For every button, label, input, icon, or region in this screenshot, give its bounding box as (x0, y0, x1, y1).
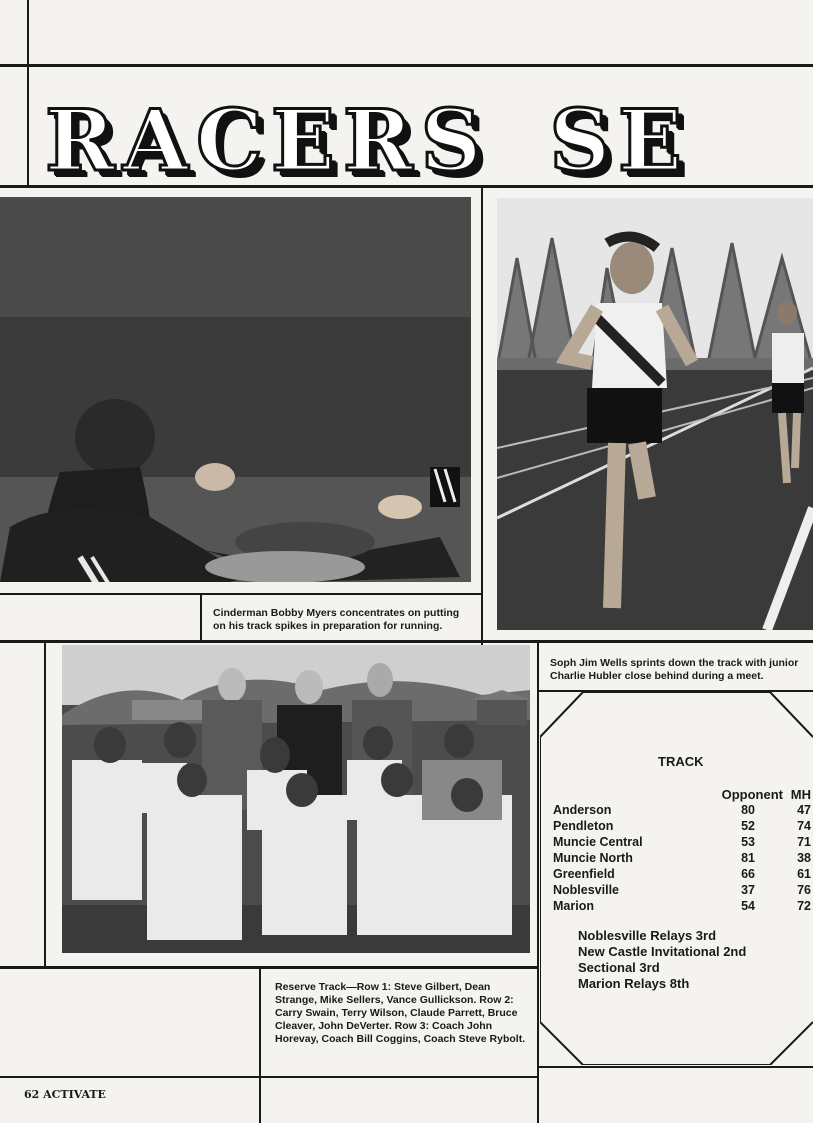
list-item: Noblesville Relays 3rd (578, 928, 717, 943)
track-results-box (540, 692, 813, 1065)
left-caption-left-rule (200, 593, 202, 641)
headline-word-racers: RACERS (45, 91, 490, 190)
team-left-rule (44, 640, 46, 967)
mid-divider-rule (481, 185, 483, 645)
meet-results-list (578, 928, 746, 992)
team-group-photo (62, 645, 530, 953)
results-table (553, 787, 813, 915)
bottom-horizontal-rule (0, 1076, 539, 1078)
headline-word-se: SE (549, 91, 691, 190)
table-row: Muncie North 81 38 (553, 851, 811, 865)
caption-sprinter: Soph Jim Wells sprints down the track with junior Charlie Hubler close behind during a meet. (550, 657, 799, 682)
table-row: Muncie Central 53 71 (553, 835, 811, 849)
top-horizontal-rule (0, 64, 813, 67)
bottom-right-rule (537, 1066, 813, 1068)
runner-on-track-photo (497, 198, 813, 630)
page-footer: 62 ACTIVATE (24, 1088, 106, 1101)
results-header-row (553, 787, 813, 803)
team-right-rule (537, 640, 539, 1123)
track-title: TRACK (658, 754, 704, 769)
header-opponent: Opponent (721, 787, 783, 802)
table-row: Marion 54 72 (553, 899, 811, 913)
left-caption-top-rule (0, 593, 481, 595)
athlete-tying-shoes-photo (0, 197, 471, 582)
team-bottom-rule (0, 966, 539, 969)
headline-left-rule (27, 64, 29, 186)
caption-reserve-track: Reserve Track—Row 1: Steve Gilbert, Dean Strange, Mike Sellers, Vance Gullickson. Row 2: Carry Swain, Terry Wilson, Claude Parrett, Bruce Cleaver, John DeVerter. Row 3: Coach John Horevay, Coach Bill Coggins, Coach Steve Rybolt. (275, 981, 526, 1045)
list-item: New Castle Invitational 2nd (578, 944, 747, 959)
caption-cinderman: Cinderman Bobby Myers concentrates on putting on his track spikes in preparation for running. (213, 607, 460, 632)
top-vertical-rule (27, 0, 29, 64)
headline (45, 91, 813, 190)
table-row: Pendleton 52 74 (553, 819, 811, 833)
table-row: Greenfield 66 61 (553, 867, 811, 881)
table-row: Noblesville 37 76 (553, 883, 811, 897)
list-item: Marion Relays 8th (578, 976, 690, 991)
table-row: Anderson 80 47 (553, 803, 811, 817)
list-item: Sectional 3rd (578, 960, 660, 975)
mid-horizontal-rule (0, 640, 813, 643)
reserve-left-rule (259, 966, 261, 1123)
header-mh: MH (790, 787, 811, 802)
